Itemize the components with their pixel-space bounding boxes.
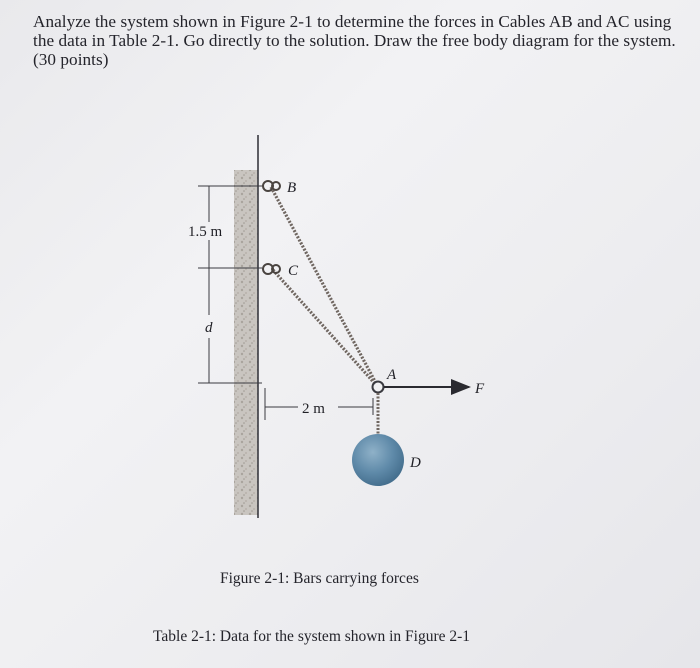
label-dim-d: d	[205, 320, 213, 336]
label-dim-1-5m: 1.5 m	[188, 224, 223, 240]
ring-a	[373, 382, 384, 393]
cable-ac	[273, 270, 378, 387]
wall-hatching	[234, 170, 258, 515]
weight-d	[352, 434, 404, 486]
label-force: F	[475, 381, 485, 397]
label-c: C	[288, 263, 299, 279]
figure-caption: Figure 2-1: Bars carrying forces	[220, 570, 419, 587]
problem-statement: Analyze the system shown in Figure 2-1 to determine the forces in Cables AB and AC using the data in Table 2-1. Go directly to the solution. Draw the free body diagram for the system. (30 points)	[33, 12, 676, 69]
label-a: A	[387, 367, 397, 383]
anchor-b	[263, 181, 280, 191]
table-caption: Table 2-1: Data for the system shown in Figure 2-1	[153, 628, 471, 645]
label-dim-2m: 2 m	[302, 401, 325, 417]
label-b: B	[287, 180, 297, 196]
label-d: D	[410, 455, 421, 471]
anchor-c	[263, 264, 280, 274]
